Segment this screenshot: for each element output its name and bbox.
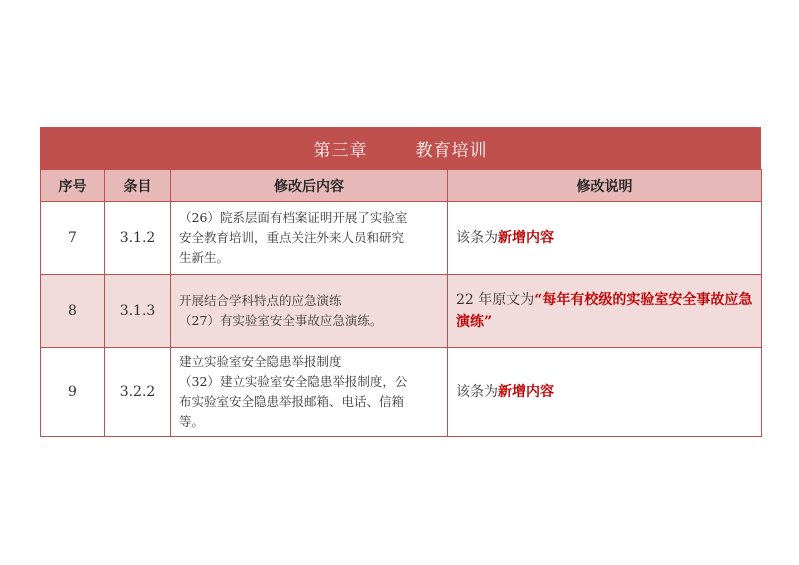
content-line: （26）院系层面有档案证明开展了实验室	[179, 210, 408, 225]
content-line: 等。	[179, 414, 205, 429]
row-note	[448, 275, 762, 348]
table-row	[41, 348, 762, 437]
revision-grid	[40, 169, 762, 437]
content-line: 开展结合学科特点的应急演练	[179, 293, 342, 308]
note-highlight: 新增内容	[498, 384, 554, 400]
header-no: 序号	[41, 170, 105, 202]
content-line: 布实验室安全隐患举报邮箱、电话、信箱	[179, 394, 405, 409]
chapter-label: 第三章	[313, 140, 368, 161]
row-no: 9	[41, 348, 105, 437]
row-no: 7	[41, 202, 105, 275]
table-row	[41, 202, 762, 275]
content-line: （27）有实验室安全事故应急演练。	[179, 313, 383, 328]
note-prefix: 22 年原文为	[456, 292, 535, 308]
note-highlight: “每年有校级的实验室安全事故应急演练”	[456, 292, 753, 330]
row-content	[171, 202, 448, 275]
header-note: 修改说明	[448, 170, 762, 202]
row-clause: 3.1.3	[105, 275, 171, 348]
content-line: 安全教育培训，重点关注外来人员和研究	[179, 230, 405, 245]
row-content	[171, 348, 448, 437]
row-no: 8	[41, 275, 105, 348]
row-clause: 3.2.2	[105, 348, 171, 437]
chapter-name: 教育培训	[415, 140, 488, 161]
revision-table	[40, 127, 761, 437]
header-clause: 条目	[105, 170, 171, 202]
row-note	[448, 348, 762, 437]
content-line: 建立实验室安全隐患举报制度	[179, 354, 342, 369]
row-note	[448, 202, 762, 275]
note-prefix: 该条为	[456, 230, 498, 246]
header-row	[41, 170, 762, 202]
content-line: （32）建立实验室安全隐患举报制度，公	[179, 374, 408, 389]
table-title-bar	[40, 127, 761, 169]
table-row	[41, 275, 762, 348]
row-content	[171, 275, 448, 348]
note-highlight: 新增内容	[498, 230, 554, 246]
content-line: 生新生。	[179, 250, 230, 265]
header-content: 修改后内容	[171, 170, 448, 202]
row-clause: 3.1.2	[105, 202, 171, 275]
note-prefix: 该条为	[456, 384, 498, 400]
